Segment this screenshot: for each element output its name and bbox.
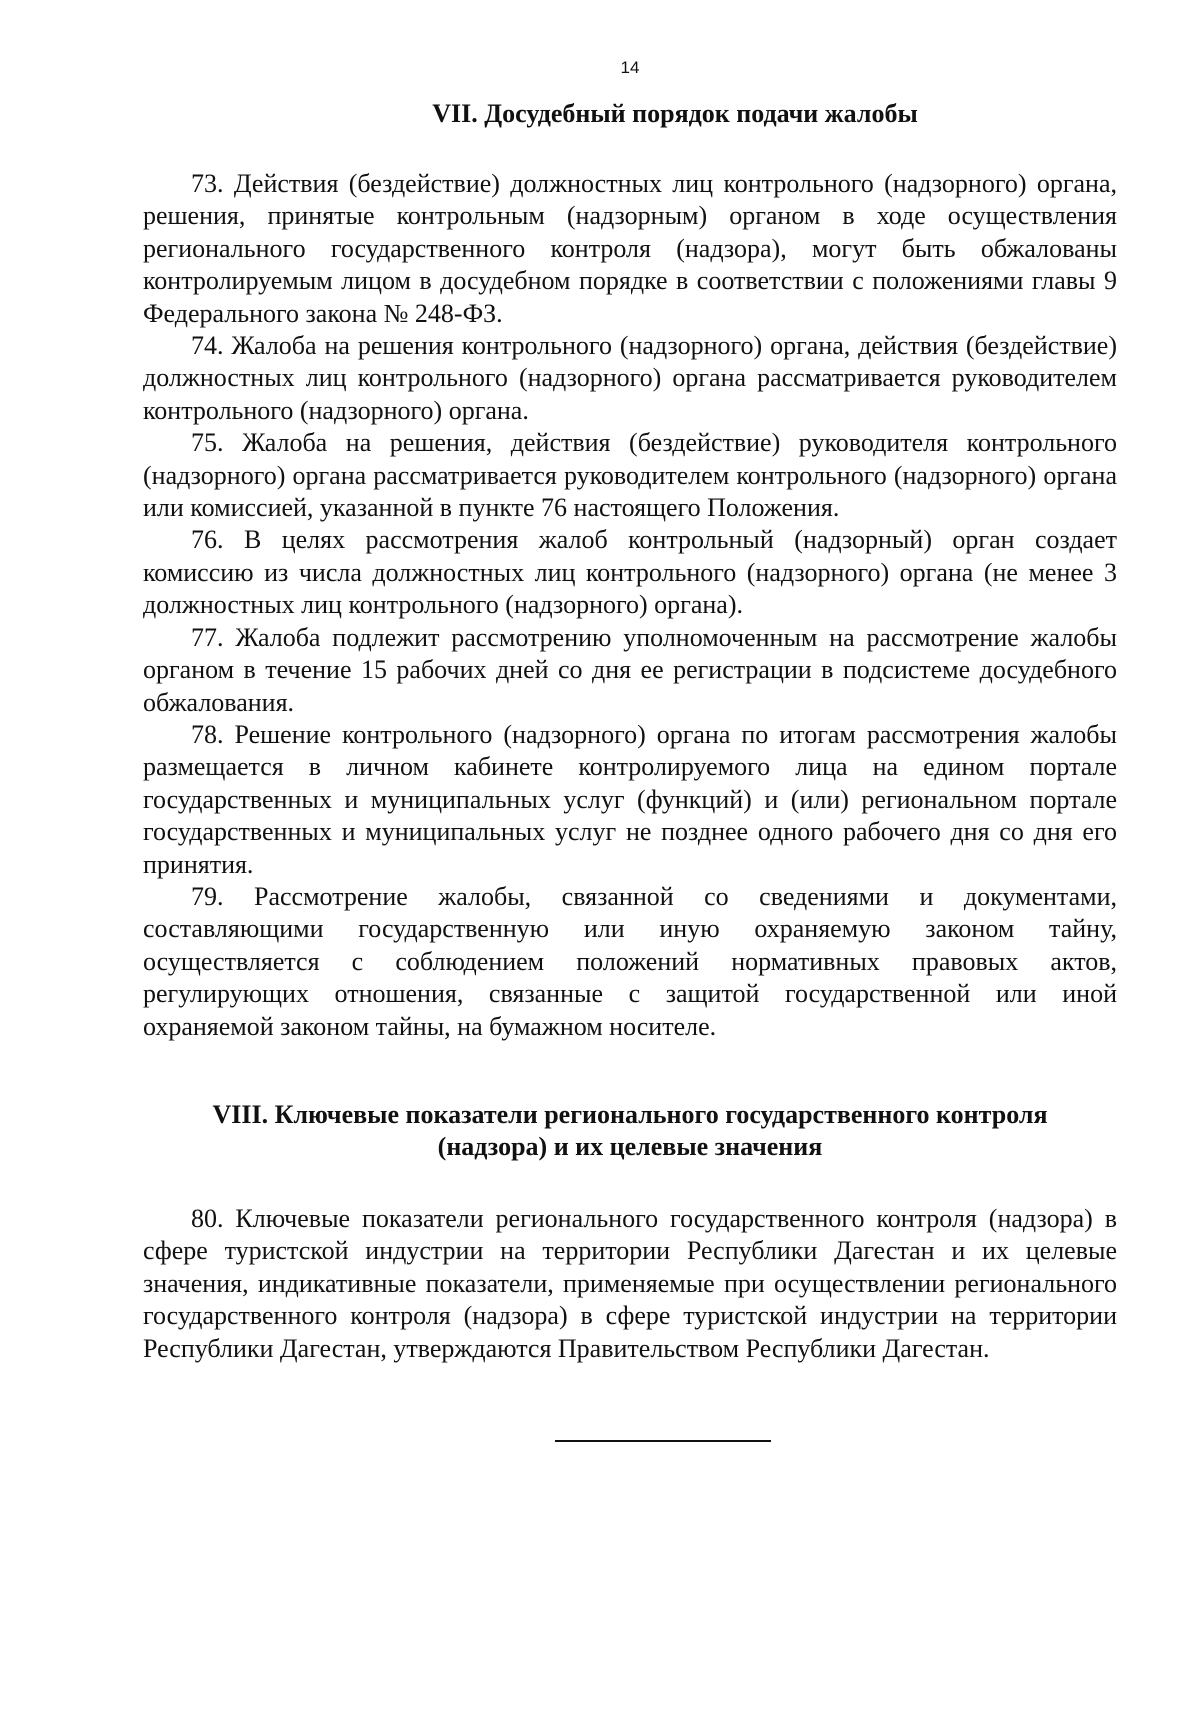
paragraph-73: 73. Действия (бездействие) должностных лиц контрольного (надзорного) органа, решения, принятые контрольным (надзорным) органом в ходе осуществления регионального государственного контроля (надзора), могут быть обжалованы контролируемым лицом в досудебном порядке в соответствии с положениями главы 9 Федерального закона № 248-ФЗ.	[143, 169, 1117, 328]
paragraph-74: 74. Жалоба на решения контрольного (надзорного) органа, действия (бездействие) должностных лиц контрольного (надзорного) органа рассматривается руководителем контрольного (надзорного) органа.	[143, 331, 1117, 425]
section-viii-heading-line1: VIII. Ключевые показатели регионального государственного контроля	[212, 1099, 1048, 1129]
section-vii-heading: VII. Досудебный порядок подачи жалобы	[432, 99, 918, 128]
end-separator-line	[555, 1440, 771, 1442]
paragraph-79: 79. Рассмотрение жалобы, связанной со сведениями и документами, составляющими государственную или иную охраняемую законом тайну, осуществляется с соблюдением положений нормативных правовых актов, регулирующих отношения, связанные с защитой государственной или иной охраняемой законом тайны, на бумажном носителе.	[143, 881, 1117, 1041]
section-viii-heading-line2: (надзора) и их целевые значения	[437, 1131, 823, 1161]
page-content	[143, 98, 1117, 1365]
paragraph-80: 80. Ключевые показатели регионального государственного контроля (надзора) в сфере туристской индустрии на территории Республики Дагестан и их целевые значения, индикативные показатели, применяемые при осуществлении регионального государственного контроля (надзора) в сфере туристской индустрии на территории Республики Дагестан, утверждаются Правительством Республики Дагестан.	[143, 1203, 1117, 1363]
paragraph-78: 78. Решение контрольного (надзорного) органа по итогам рассмотрения жалобы размещается в личном кабинете контролируемого лица на едином портале государственных и муниципальных услуг (функций) и (или) региональном портале государственных и муниципальных услуг не позднее одного рабочего дня со дня его принятия.	[143, 719, 1117, 879]
paragraph-76: 76. В целях рассмотрения жалоб контрольный (надзорный) орган создает комиссию из числа должностных лиц контрольного (надзорного) органа (не менее 3 должностных лиц контрольного (надзорного) органа).	[143, 525, 1117, 620]
paragraph-77: 77. Жалоба подлежит рассмотрению уполномоченным на рассмотрение жалобы органом в течение 15 рабочих дней со дня ее регистрации в подсистеме досудебного обжалования.	[143, 622, 1117, 717]
paragraph-75: 75. Жалоба на решения, действия (бездействие) руководителя контрольного (надзорного) органа рассматривается руководителем контрольного (надзорного) органа или комиссией, указанной в пункте 76 настоящего Положения.	[143, 428, 1117, 523]
section-viii-heading	[143, 1099, 1117, 1163]
page-number: 14	[620, 58, 640, 77]
